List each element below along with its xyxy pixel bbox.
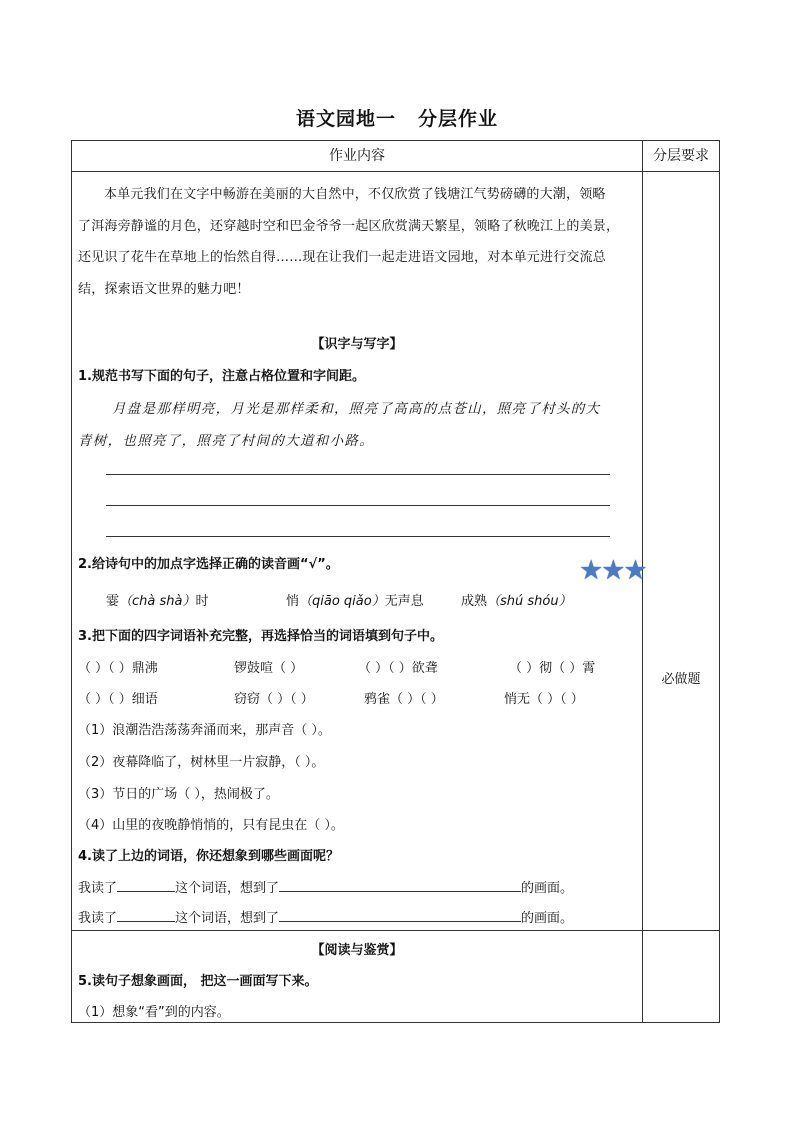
- q4-line2-suffix: 的画面。: [521, 911, 574, 926]
- q2-item-3-pinyin: （shú shóu）: [487, 594, 572, 609]
- q4-line1-prefix: 我读了: [78, 881, 118, 896]
- q3-word-5[interactable]: （ ）（ ）细语: [78, 692, 158, 707]
- q2-item-2-end: 无声息: [384, 594, 424, 609]
- q4-title: 4.读了上边的词语，你还想象到哪些画面呢？: [78, 849, 339, 864]
- q3-word-6[interactable]: 窃窃（ ）（ ）: [234, 692, 314, 707]
- writing-line-1[interactable]: [106, 474, 610, 475]
- q4-line2-blank-word[interactable]: [117, 907, 175, 922]
- intro-line-2: 了洱海旁静谧的月色，还穿越时空和巴金爷爷一起区欣赏满天繁星，领略了秋晚江上的美景，: [78, 218, 620, 234]
- q2-item-1-word: 霎: [106, 594, 120, 609]
- intro-paragraph: [78, 179, 634, 305]
- q5-sentence-1: （1）想象“看”到的内容。: [78, 1005, 230, 1020]
- q4-answer-line-2: [78, 907, 573, 926]
- q3-word-8[interactable]: 悄无（ ）（ ）: [504, 692, 584, 707]
- page-title: [0, 104, 794, 131]
- q1-sentence-line-2: 青树，也照亮了，照亮了村间的大道和小路。: [78, 433, 374, 449]
- q4-answer-line-1: [78, 877, 573, 896]
- section-title-literacy: 【识字与写字】: [311, 337, 403, 352]
- q4-line1-blank-picture[interactable]: [279, 877, 521, 892]
- q4-line1-blank-word[interactable]: [117, 877, 175, 892]
- q2-item-2[interactable]: [286, 590, 424, 609]
- section-title-reading: 【阅读与鉴赏】: [311, 943, 403, 958]
- q3-sentence-1[interactable]: （1）浪潮浩浩荡荡奔涌而来，那声音（ ）。: [78, 723, 331, 738]
- q2-item-2-word: 悄: [286, 594, 300, 609]
- q3-word-7[interactable]: 鸦雀（ ）（ ）: [364, 692, 444, 707]
- q4-line1-middle: 这个词语，想到了: [175, 881, 280, 896]
- intro-line-3: 还见识了花牛在草地上的怡然自得……现在让我们一起走进语文园地，对本单元进行交流总: [78, 250, 607, 265]
- writing-line-2[interactable]: [106, 505, 610, 506]
- q3-word-3[interactable]: （ ）（ ）欲聋: [358, 661, 438, 676]
- q1-title: 1.规范书写下面的句子，注意占格位置和字间距。: [78, 369, 365, 384]
- q3-sentence-2[interactable]: （2）夜幕降临了，树林里一片寂静，（ ）。: [78, 755, 325, 770]
- q3-title: 3.把下面的四字词语补充完整，再选择恰当的词语填到句子中。: [78, 629, 443, 644]
- q4-line2-blank-picture[interactable]: [279, 907, 521, 922]
- header-level: 分层要求: [653, 148, 709, 164]
- intro-line-1: 本单元我们在文字中畅游在美丽的大自然中，不仅欣赏了钱塘江气势磅礴的大潮，领略: [104, 187, 606, 202]
- header-content: 作业内容: [329, 148, 385, 164]
- title-part1: 语文园地一: [295, 108, 396, 130]
- q4-line1-suffix: 的画面。: [521, 881, 574, 896]
- q5-title: 5.读句子想象画面， 把这一画面写下来。: [78, 974, 318, 989]
- q1-sentence-line-1: 月盘是那样明亮，月光是那样柔和，照亮了高高的点苍山，照亮了村头的大: [112, 401, 601, 417]
- q4-line2-prefix: 我读了: [78, 911, 118, 926]
- q3-word-4[interactable]: （ ）彻（ ）霄: [509, 661, 596, 676]
- q4-line2-middle: 这个词语，想到了: [175, 911, 280, 926]
- q2-item-3-word: 成熟: [461, 594, 488, 609]
- q2-item-1-pinyin: （chà shà）: [119, 594, 196, 609]
- difficulty-stars: ★★★: [579, 555, 646, 586]
- q2-item-1-end: 时: [195, 594, 209, 609]
- requirement-label: 必做题: [661, 672, 701, 687]
- section-divider: [72, 930, 719, 931]
- q3-sentence-3[interactable]: （3）节日的广场（ ），热闹极了。: [78, 787, 279, 802]
- q3-sentence-4[interactable]: （4）山里的夜晚静悄悄的，只有昆虫在（ ）。: [78, 818, 344, 833]
- header-divider: [72, 171, 719, 172]
- intro-line-4: 结，探索语文世界的魅力吧！: [78, 281, 250, 297]
- q2-item-3[interactable]: [461, 590, 572, 609]
- q3-word-1[interactable]: （ ）（ ）鼎沸: [78, 661, 158, 676]
- q2-item-2-pinyin: （qiāo qiǎo）: [299, 594, 385, 609]
- title-part2: 分层作业: [418, 108, 499, 130]
- q2-title: 2.给诗句中的加点字选择正确的读音画“√”。: [78, 557, 339, 572]
- q2-item-1[interactable]: [106, 590, 209, 609]
- writing-line-3[interactable]: [106, 536, 610, 537]
- q3-word-2[interactable]: 锣鼓喧（ ）: [234, 661, 304, 676]
